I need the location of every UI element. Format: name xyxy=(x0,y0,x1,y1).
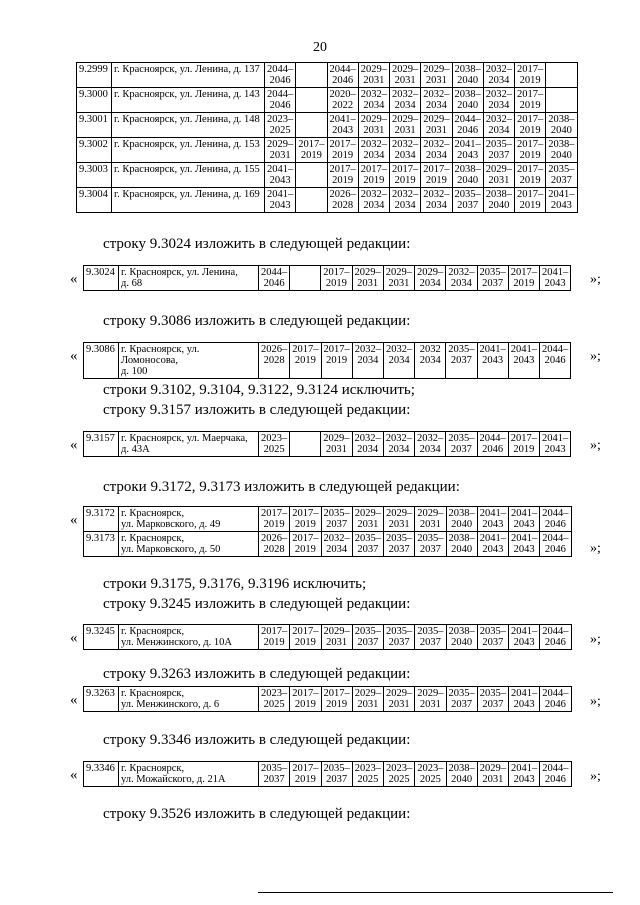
year-cell: 2032– 2034 xyxy=(321,532,352,557)
row-id: 9.3245 xyxy=(84,625,119,650)
year-cell: 2041– 2043 xyxy=(540,266,571,291)
table-row xyxy=(77,188,578,213)
year-cell: 2032– 2034 xyxy=(358,138,389,163)
table-row-9-3157 xyxy=(83,431,571,457)
year-cell: 2032– 2034 xyxy=(384,343,415,379)
year-cell: 2032– 2034 xyxy=(358,188,389,213)
year-cell: 2026– 2028 xyxy=(327,188,358,213)
row-address: г. Красноярск, ул. Марковского, д. 50 xyxy=(119,532,259,557)
year-cell: 2029– 2031 xyxy=(321,432,352,457)
instruction-9-3346: строку 9.3346 изложить в следующей редакции: xyxy=(103,732,411,748)
year-cell: 2041– 2043 xyxy=(540,432,571,457)
year-cell: 2035– 2037 xyxy=(483,138,514,163)
year-cell: 2032– 2034 xyxy=(415,432,446,457)
table-rows-9-3172 xyxy=(83,506,572,557)
year-cell: 2023– 2025 xyxy=(384,762,415,787)
quote-close: »; xyxy=(590,541,601,556)
year-cell: 2017– 2019 xyxy=(515,113,546,138)
instruction-exclude-9-3102: строки 9.3102, 9.3104, 9.3122, 9.3124 исключить; xyxy=(103,382,415,398)
year-cell: 2032– 2034 xyxy=(352,343,383,379)
year-cell: 2038– 2040 xyxy=(446,507,477,532)
year-cell: 2017– 2019 xyxy=(515,88,546,113)
year-cell: 2041– 2043 xyxy=(265,188,296,213)
year-cell: 2035– 2037 xyxy=(415,625,446,650)
year-cell: 2023– 2025 xyxy=(352,762,383,787)
year-cell: 2017– 2019 xyxy=(327,138,358,163)
year-cell: 2032– 2034 xyxy=(421,138,452,163)
year-cell: 2017– 2019 xyxy=(421,163,452,188)
quote-close: »; xyxy=(590,694,601,709)
year-cell xyxy=(290,432,321,457)
page-number: 20 xyxy=(313,40,327,55)
row-id: 9.3004 xyxy=(77,188,112,213)
quote-open: « xyxy=(70,512,78,528)
year-cell: 2029– 2031 xyxy=(415,507,446,532)
year-cell: 2044– 2046 xyxy=(265,63,296,88)
year-cell: 2029– 2031 xyxy=(415,687,446,712)
year-cell: 2029– 2031 xyxy=(483,163,514,188)
year-cell: 2032– 2034 xyxy=(421,188,452,213)
year-cell xyxy=(296,63,327,88)
year-cell: 2044– 2046 xyxy=(265,88,296,113)
year-cell: 2017– 2019 xyxy=(508,432,539,457)
year-cell: 2035– 2037 xyxy=(321,507,352,532)
table-row xyxy=(84,507,572,532)
row-address: г. Красноярск, ул. Ленина, д. 68 xyxy=(119,266,259,291)
year-cell: 2029– 2031 xyxy=(352,266,383,291)
year-cell: 2029– 2031 xyxy=(352,687,383,712)
table-row-9-3346 xyxy=(83,761,572,787)
year-cell: 2017– 2019 xyxy=(508,266,539,291)
year-cell xyxy=(296,113,327,138)
year-cell: 2041– 2043 xyxy=(509,625,540,650)
table-row xyxy=(77,138,578,163)
year-cell: 2017– 2019 xyxy=(515,188,546,213)
year-cell xyxy=(296,163,327,188)
year-cell: 2044– 2046 xyxy=(540,532,571,557)
year-cell: 2041– 2043 xyxy=(509,687,540,712)
table-row xyxy=(77,113,578,138)
year-cell: 2017– 2019 xyxy=(259,507,290,532)
year-cell: 2029– 2034 xyxy=(415,266,446,291)
year-cell: 2038– 2040 xyxy=(452,88,483,113)
instruction-exclude-9-3175: строки 9.3175, 9.3176, 9.3196 исключить; xyxy=(103,576,367,592)
row-id: 9.3172 xyxy=(84,507,119,532)
year-cell: 2026– 2028 xyxy=(259,532,290,557)
table-row xyxy=(77,88,578,113)
year-cell xyxy=(546,88,577,113)
year-cell: 2041– 2043 xyxy=(508,343,539,379)
year-cell: 2032– 2034 xyxy=(390,138,421,163)
year-cell: 2041– 2043 xyxy=(509,762,540,787)
year-cell: 2044– 2046 xyxy=(540,687,571,712)
year-cell: 2017– 2019 xyxy=(515,63,546,88)
year-cell xyxy=(296,88,327,113)
year-cell: 2038– 2040 xyxy=(452,163,483,188)
year-cell: 2038– 2040 xyxy=(546,138,577,163)
year-cell: 2035– 2037 xyxy=(452,188,483,213)
quote-open: « xyxy=(70,767,78,783)
row-address: г. Красноярск, ул. Ленина, д. 169 xyxy=(112,188,265,213)
year-cell: 2017– 2019 xyxy=(327,163,358,188)
row-address: г. Красноярск, ул. Можайского, д. 21А xyxy=(119,762,259,787)
quote-close: »; xyxy=(590,769,601,784)
year-cell: 2038– 2040 xyxy=(546,113,577,138)
year-cell: 2038– 2040 xyxy=(452,63,483,88)
table-row xyxy=(84,432,571,457)
year-cell: 2020– 2022 xyxy=(327,88,358,113)
row-id: 9.3263 xyxy=(84,687,119,712)
year-cell: 2038– 2040 xyxy=(446,762,477,787)
year-cell: 2041– 2043 xyxy=(546,188,577,213)
row-id: 9.3002 xyxy=(77,138,112,163)
quote-close: »; xyxy=(590,272,601,287)
year-cell: 2032– 2034 xyxy=(358,88,389,113)
year-cell: 2032– 2034 xyxy=(383,432,414,457)
year-cell: 2035– 2037 xyxy=(477,687,508,712)
year-cell: 2044– 2046 xyxy=(259,266,290,291)
year-cell: 2017– 2019 xyxy=(259,625,290,650)
instruction-9-3526: строку 9.3526 изложить в следующей редакции: xyxy=(103,806,411,822)
year-cell: 2035– 2037 xyxy=(259,762,290,787)
row-id: 9.3157 xyxy=(84,432,119,457)
row-address: г. Красноярск, ул. Ленина, д. 137 xyxy=(112,63,265,88)
year-cell: 2035– 2037 xyxy=(415,532,446,557)
year-cell: 2029– 2031 xyxy=(390,63,421,88)
year-cell: 2041– 2043 xyxy=(477,507,508,532)
year-cell: 2017– 2019 xyxy=(321,687,352,712)
year-cell: 2041– 2043 xyxy=(327,113,358,138)
quote-open: « xyxy=(70,692,78,708)
year-cell: 2035– 2037 xyxy=(384,625,415,650)
year-cell: 2029– 2031 xyxy=(384,687,415,712)
year-cell: 2041– 2043 xyxy=(509,507,540,532)
year-cell: 2032– 2034 xyxy=(421,88,452,113)
year-cell: 2038– 2040 xyxy=(446,625,477,650)
footer-rule xyxy=(258,892,613,893)
instruction-9-3263: строку 9.3263 изложить в следующей редакции: xyxy=(103,666,411,682)
table-row-9-3086 xyxy=(83,342,571,379)
row-address: г. Красноярск, ул. Ленина, д. 153 xyxy=(112,138,265,163)
year-cell: 2035– 2037 xyxy=(446,432,477,457)
row-id: 9.3346 xyxy=(84,762,119,787)
row-address: г. Красноярск, ул. Марковского, д. 49 xyxy=(119,507,259,532)
year-cell: 2017– 2019 xyxy=(296,138,327,163)
year-cell: 2017– 2019 xyxy=(290,532,321,557)
instruction-9-3157: строку 9.3157 изложить в следующей редакции: xyxy=(103,402,411,418)
row-address: г. Красноярск, ул. Ломоносова, д. 100 xyxy=(119,343,259,379)
table-row xyxy=(84,687,572,712)
row-address: г. Красноярск, ул. Ленина, д. 143 xyxy=(112,88,265,113)
year-cell: 2035– 2037 xyxy=(477,625,508,650)
year-cell: 2017– 2019 xyxy=(321,343,352,379)
quote-open: « xyxy=(70,271,78,287)
year-cell: 2017– 2019 xyxy=(321,266,352,291)
year-cell: 2032– 2034 xyxy=(390,188,421,213)
year-cell: 2032– 2034 xyxy=(390,88,421,113)
year-cell: 2023– 2025 xyxy=(265,113,296,138)
row-id: 9.3024 xyxy=(84,266,119,291)
year-cell xyxy=(546,63,577,88)
row-id: 9.3001 xyxy=(77,113,112,138)
year-cell: 2041– 2043 xyxy=(477,532,508,557)
quote-open: « xyxy=(70,437,78,453)
table-row xyxy=(77,163,578,188)
year-cell: 2032– 2034 xyxy=(446,266,477,291)
year-cell: 2035– 2037 xyxy=(446,687,477,712)
instruction-9-3172: строки 9.3172, 9.3173 изложить в следующей редакции: xyxy=(103,479,460,495)
table-row-9-3024 xyxy=(83,265,571,291)
year-cell: 2044– 2046 xyxy=(540,507,571,532)
year-cell: 2029– 2031 xyxy=(383,266,414,291)
year-cell: 2035– 2037 xyxy=(352,532,383,557)
year-cell: 2029– 2031 xyxy=(358,63,389,88)
table-buildings-top xyxy=(76,62,578,213)
year-cell: 2023– 2025 xyxy=(415,762,446,787)
year-cell: 2017– 2019 xyxy=(290,625,321,650)
year-cell: 2029– 2031 xyxy=(358,113,389,138)
year-cell: 2017– 2019 xyxy=(290,762,321,787)
table-row xyxy=(84,343,571,379)
year-cell: 2032– 2034 xyxy=(483,113,514,138)
year-cell: 2041– 2043 xyxy=(452,138,483,163)
year-cell: 2041– 2043 xyxy=(509,532,540,557)
year-cell: 2035– 2037 xyxy=(321,762,352,787)
table-row xyxy=(77,63,578,88)
row-id: 9.3000 xyxy=(77,88,112,113)
table-row xyxy=(84,625,572,650)
year-cell: 2044– 2046 xyxy=(540,343,571,379)
year-cell: 2032 2034 xyxy=(415,343,446,379)
year-cell: 2035– 2037 xyxy=(352,625,383,650)
row-address: г. Красноярск, ул. Ленина, д. 148 xyxy=(112,113,265,138)
year-cell: 2029– 2031 xyxy=(265,138,296,163)
year-cell: 2029– 2031 xyxy=(421,63,452,88)
year-cell: 2017– 2019 xyxy=(515,163,546,188)
year-cell: 2035– 2037 xyxy=(384,532,415,557)
row-address: г. Красноярск, ул. Маерчака, д. 43А xyxy=(119,432,259,457)
row-address: г. Красноярск, ул. Менжинского, д. 6 xyxy=(119,687,259,712)
table-row xyxy=(84,266,571,291)
year-cell: 2029– 2031 xyxy=(384,507,415,532)
table-row xyxy=(84,762,572,787)
year-cell: 2017– 2019 xyxy=(290,343,321,379)
quote-close: »; xyxy=(590,438,601,453)
year-cell: 2023– 2025 xyxy=(259,687,290,712)
year-cell: 2038– 2040 xyxy=(483,188,514,213)
row-address: г. Красноярск, ул. Ленина, д. 155 xyxy=(112,163,265,188)
year-cell: 2017– 2019 xyxy=(290,507,321,532)
quote-open: « xyxy=(70,348,78,364)
year-cell: 2044– 2046 xyxy=(477,432,508,457)
row-address: г. Красноярск, ул. Менжинского, д. 10А xyxy=(119,625,259,650)
year-cell: 2038– 2040 xyxy=(446,532,477,557)
instruction-9-3245: строку 9.3245 изложить в следующей редакции: xyxy=(103,596,411,612)
instruction-9-3024: строку 9.3024 изложить в следующей редакции: xyxy=(103,236,411,252)
year-cell: 2029– 2031 xyxy=(390,113,421,138)
table-row-9-3245 xyxy=(83,624,572,650)
row-id: 9.3086 xyxy=(84,343,119,379)
year-cell: 2029– 2031 xyxy=(321,625,352,650)
year-cell: 2017– 2019 xyxy=(358,163,389,188)
year-cell: 2029– 2031 xyxy=(477,762,508,787)
year-cell: 2032– 2034 xyxy=(352,432,383,457)
quote-open: « xyxy=(70,630,78,646)
year-cell: 2029– 2031 xyxy=(352,507,383,532)
year-cell: 2041– 2043 xyxy=(265,163,296,188)
year-cell: 2029– 2031 xyxy=(421,113,452,138)
year-cell: 2017– 2019 xyxy=(290,687,321,712)
instruction-9-3086: строку 9.3086 изложить в следующей редакции: xyxy=(103,313,411,329)
year-cell: 2035– 2037 xyxy=(546,163,577,188)
year-cell: 2026– 2028 xyxy=(259,343,290,379)
year-cell: 2044– 2046 xyxy=(327,63,358,88)
year-cell: 2044– 2046 xyxy=(540,762,571,787)
year-cell: 2044– 2046 xyxy=(540,625,571,650)
row-id: 9.3173 xyxy=(84,532,119,557)
year-cell: 2017– 2019 xyxy=(390,163,421,188)
table-row-9-3263 xyxy=(83,686,572,712)
year-cell: 2041– 2043 xyxy=(477,343,508,379)
quote-close: »; xyxy=(590,349,601,364)
year-cell: 2035– 2037 xyxy=(477,266,508,291)
year-cell xyxy=(296,188,327,213)
year-cell: 2044– 2046 xyxy=(452,113,483,138)
year-cell: 2023– 2025 xyxy=(259,432,290,457)
row-id: 9.3003 xyxy=(77,163,112,188)
year-cell: 2035– 2037 xyxy=(446,343,477,379)
row-id: 9.2999 xyxy=(77,63,112,88)
table-row xyxy=(84,532,572,557)
quote-close: »; xyxy=(590,632,601,647)
year-cell: 2032– 2034 xyxy=(483,63,514,88)
year-cell: 2017– 2019 xyxy=(515,138,546,163)
year-cell xyxy=(290,266,321,291)
year-cell: 2032– 2034 xyxy=(483,88,514,113)
